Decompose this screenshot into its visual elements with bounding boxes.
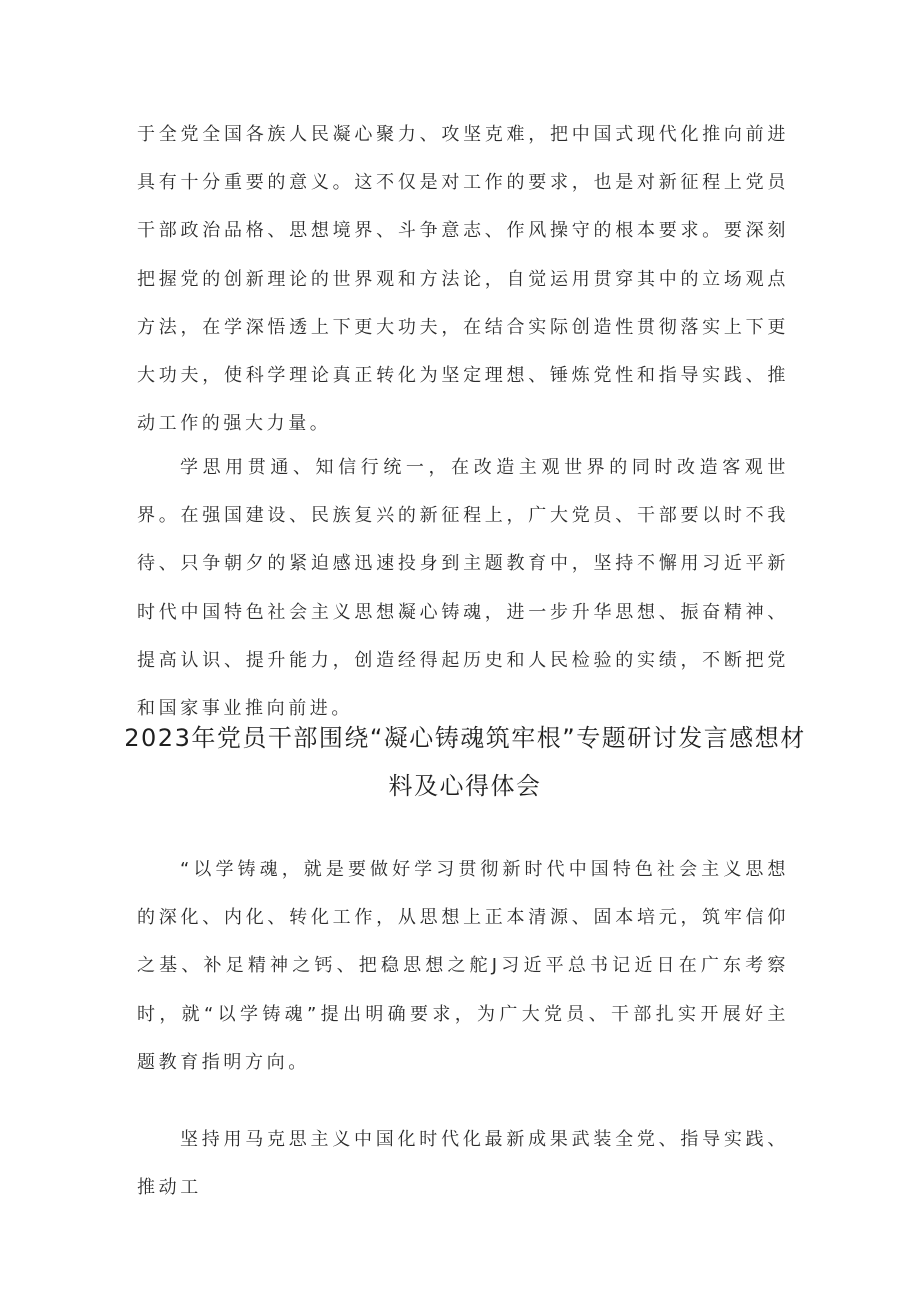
body-paragraph-continued: 于全党全国各族人民凝心聚力、攻坚克难，把中国式现代化推向前进具有十分重要的意义。这不仅是对工作的要求，也是对新征程上党员干部政治品格、思想境界、斗争意志、作风操守的根本要求。要深刻把握党的创新理论的世界观和方法论，自觉运用贯穿其中的立场观点方法，在学深悟透上下更大功夫，在结合实际创造性贯彻落实上下更大功夫，使科学理论真正转化为坚定理想、锤炼党性和指导实践、推动工作的强大力量。 [137,124,789,435]
section-heading: 2023年党员干部围绕“凝心铸魂筑牢根”专题研讨发言感想材料及心得体会 [124,724,806,800]
body-paragraph: 学思用贯通、知信行统一，在改造主观世界的同时改造客观世界。在强国建设、民族复兴的新征程上，广大党员、干部要以时不我待、只争朝夕的紧迫感迅速投身到主题教育中，坚持不懈用习近平新时代中国特色社会主义思想凝心铸魂，进一步升华思想、振奋精神、提高认识、提升能力，创造经得起历史和人民检验的实绩，不断把党和国家事业推向前进。 [137,457,789,720]
section-paragraph-truncated: 坚持用马克思主义中国化时代化最新成果武装全党、指导实践、推动工 [137,1129,789,1199]
section-paragraph: “以学铸魂，就是要做好学习贯彻新时代中国特色社会主义思想的深化、内化、转化工作，从思想上正本清源、固本培元，筑牢信仰之基、补足精神之钙、把稳思想之舵J习近平总书记近日在广东考察时，就“以学铸魂”提出明确要求，为广大党员、干部扎实开展好主题教育指明方向。 [137,859,789,1073]
